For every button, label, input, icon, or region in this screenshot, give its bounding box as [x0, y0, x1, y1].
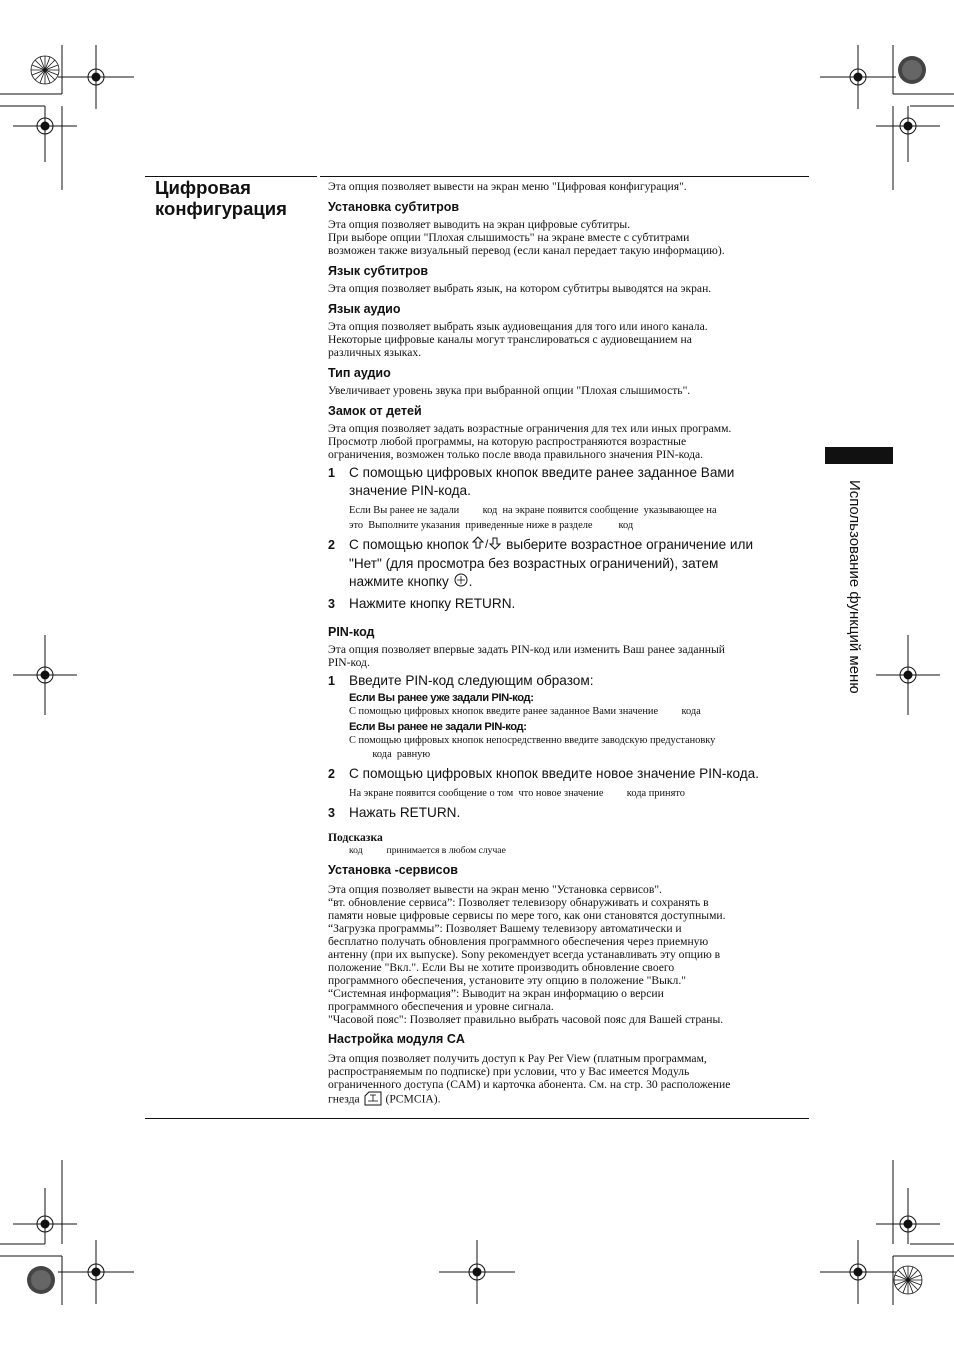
step-number: 2 [328, 538, 335, 552]
parental-step-1 [328, 464, 810, 500]
services-line: программного обеспечения и уровне сигнала. [328, 1000, 554, 1013]
side-tab-text: Использование функций меню [846, 480, 863, 694]
services-line: программного обеспечения, установите эту опцию в положение "Выкл." [328, 974, 686, 987]
step-text: С помощью цифровых кнопок введите новое значение PIN-кода. [349, 766, 759, 781]
pin-case1-heading: Если Вы ранее уже задали PIN-код: [349, 692, 534, 704]
step-text-line1 [349, 536, 810, 555]
step-text-line3: нажмите кнопку . [349, 573, 810, 592]
ca-module-heading: Настройка модуля CA [328, 1032, 465, 1046]
step-number: 1 [328, 466, 335, 480]
step-text-line1: С помощью цифровых кнопок введите ранее заданное Вами [349, 465, 735, 480]
services-line: “Системная информация”: Выводит на экран информацию о версии [328, 987, 664, 1000]
hint-heading: Подсказка [328, 831, 383, 844]
ca-module-text3: ограниченного доступа (CAM) и карточка абонента. См. на стр. 30 расположение [328, 1078, 731, 1091]
services-heading: Установка -сервисов [328, 863, 458, 877]
parental-lock-text2: Просмотр любой программы, на которую распространяются возрастные [328, 435, 687, 448]
parental-lock-text1: Эта опция позволяет задать возрастные ограничения для тех или иных программ. [328, 422, 732, 435]
section-title [155, 177, 320, 219]
parental-step-2 [328, 536, 810, 592]
step-text-line2: "Нет" (для просмотра без возрастных ограничений), затем [349, 556, 719, 571]
audio-type-heading: Тип аудио [328, 366, 391, 380]
parental-step-3 [328, 595, 810, 613]
footer-rule [145, 1118, 809, 1119]
pin-step-2-note: На экране появится сообщение о том что новое значение кода принято [349, 788, 685, 799]
services-line: Эта опция позволяет вывести на экран меню "Установка сервисов". [328, 883, 662, 896]
pcmcia-slot-icon [363, 1091, 383, 1109]
arrow-up-down-icon [472, 536, 502, 555]
audio-lang-text1: Эта опция позволяет выбрать язык аудиовещания для того или иного канала. [328, 320, 708, 333]
services-line: “вт. обновление сервиса”: Позволяет телевизору обнаруживать и сохранять в [328, 896, 709, 909]
pin-step-2 [328, 765, 810, 783]
step-text-part: нажмите кнопку [349, 574, 449, 590]
header-rule-right [320, 176, 809, 177]
step-text-part-a: С помощью кнопок [349, 537, 469, 553]
subtitle-lang-heading: Язык субтитров [328, 264, 429, 278]
audio-lang-text2: Некоторые цифровые каналы могут транслироваться с аудиовещанием на [328, 333, 692, 346]
ca-module-text2: распространяемым по подписке) при условии, что у Вас имеется Модуль [328, 1065, 690, 1078]
services-line: антенну (при их выпуске). Sony рекомендует всегда устанавливать эту опцию в [328, 948, 721, 961]
pin-case2-text1: С помощью цифровых кнопок непосредственно введите заводскую предустановку [349, 735, 716, 746]
audio-lang-heading: Язык аудио [328, 302, 401, 316]
pin-step-1 [328, 672, 810, 690]
subtitles-setup-text1: Эта опция позволяет выводить на экран цифровые субтитры. [328, 218, 631, 231]
section-title-line1: Цифровая [155, 177, 251, 198]
hint-text: код принимается в любом случае [349, 845, 506, 856]
audio-type-text: Увеличивает уровень звука при выбранной опции "Плохая слышимость". [328, 384, 691, 397]
note-line2: это Выполните указания приведенные ниже в разделе код [349, 520, 634, 531]
pin-text1: Эта опция позволяет впервые задать PIN-код или изменить Ваш ранее заданный [328, 643, 725, 656]
audio-lang-text3: различных языках. [328, 346, 422, 359]
subtitle-lang-text: Эта опция позволяет выбрать язык, на котором субтитры выводятся на экран. [328, 282, 712, 295]
services-text [328, 883, 810, 1026]
svg-text:/: / [485, 537, 489, 550]
step-number: 3 [328, 806, 335, 820]
step-text-part-b: выберите возрастное ограничение или [506, 537, 754, 553]
services-line: "Часовой пояс": Позволяет правильно выбрать часовой пояс для Вашей страны. [328, 1013, 724, 1026]
step-number: 2 [328, 767, 335, 781]
ca-module-text4 [328, 1091, 810, 1109]
ca-module-text4-part-b: (PCMCIA). [385, 1092, 441, 1106]
services-line: бесплатно получать обновления программного обеспечения через приемную [328, 935, 709, 948]
step-number: 1 [328, 674, 335, 688]
services-line: положение "Вкл.". Если Вы не хотите производить обновление своего [328, 961, 675, 974]
side-tab-marker [825, 447, 893, 464]
services-line: памяти новые цифровые сервисы по мере того, как они становятся доступными. [328, 909, 726, 922]
pin-heading: PIN-код [328, 625, 375, 639]
side-tab-label [845, 480, 865, 760]
step-number: 3 [328, 597, 335, 611]
services-line: “Загрузка программы”: Позволяет Вашему телевизору автоматически и [328, 922, 682, 935]
step-text: Введите PIN-код следующим образом: [349, 673, 594, 688]
section-title-line2: конфигурация [155, 198, 287, 219]
parental-lock-heading: Замок от детей [328, 404, 422, 418]
intro-text: Эта опция позволяет вывести на экран меню "Цифровая конфигурация". [328, 180, 687, 193]
note-line1: Если Вы ранее не задали код на экране появится сообщение указывающее на [349, 505, 717, 516]
pin-step-3 [328, 804, 810, 822]
pin-case2-text2: кода равную [349, 749, 431, 760]
parental-step-1-note [349, 503, 810, 533]
pin-text2: PIN-код. [328, 656, 370, 669]
step-text: Нажмите кнопку RETURN. [349, 596, 516, 611]
subtitles-setup-text2: При выборе опции "Плохая слышимость" на экране вместе с субтитрами [328, 231, 690, 244]
pin-case1-text: С помощью цифровых кнопок введите ранее заданное Вами значение кода [349, 706, 701, 717]
ca-module-text1: Эта опция позволяет получить доступ к Pay Per View (платным программам, [328, 1052, 707, 1065]
step-text: Нажать RETURN. [349, 805, 461, 820]
pin-case2-heading: Если Вы ранее не задали PIN-код: [349, 721, 527, 733]
parental-lock-text3: ограничения, возможен только после ввода правильного значения PIN-кода. [328, 448, 704, 461]
subtitles-setup-text3: возможен также визуальный перевод (если канал передает такую информацию). [328, 244, 725, 257]
ok-button-icon [453, 573, 469, 592]
step-text-line2: значение PIN-кода. [349, 483, 471, 498]
main-content [328, 180, 810, 1109]
subtitles-setup-heading: Установка субтитров [328, 200, 460, 214]
ca-module-text4-part-a: гнезда [328, 1092, 360, 1106]
